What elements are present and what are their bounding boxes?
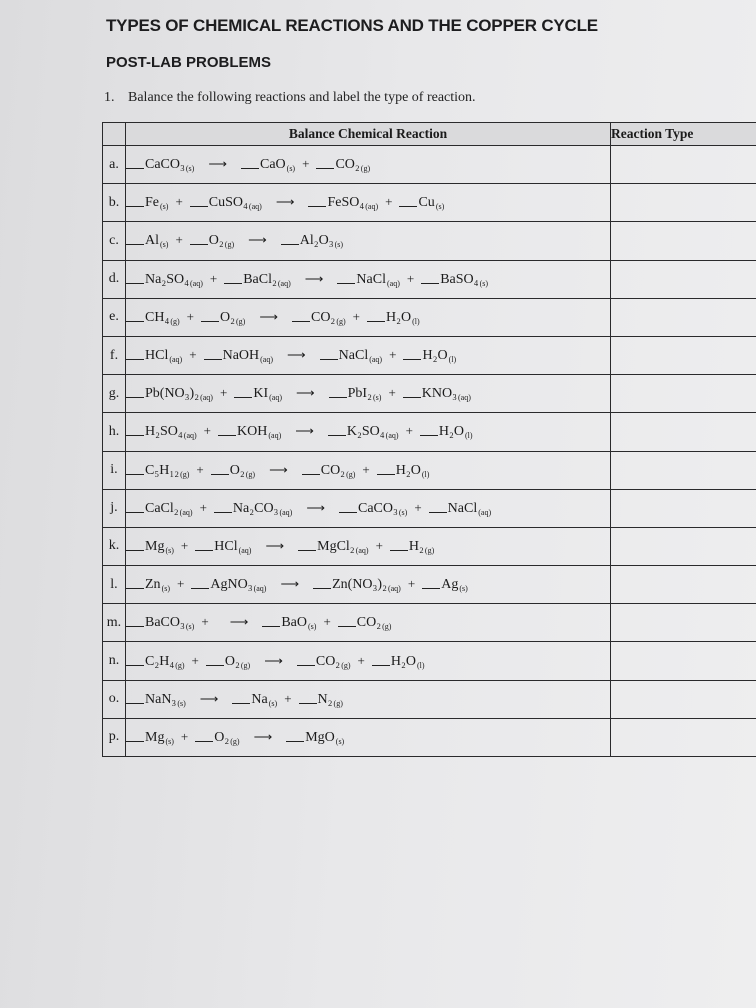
reaction-type-cell[interactable]	[611, 336, 756, 374]
equation-text: $C_2H_4_{(g)} + O_2_{(g)}$ ⟶ $CO_2_{(g)} + H_2O_{(l)}$	[126, 654, 425, 669]
reaction-type-cell[interactable]	[611, 298, 756, 336]
reaction-equation	[126, 260, 611, 298]
reaction-equation	[126, 451, 611, 489]
equation-text: $BaCO_3_{(s)}$ + ⟶ $BaO_{(s)} + CO_2_{(g)}$	[126, 615, 391, 630]
reaction-type-cell[interactable]	[611, 566, 756, 604]
row-letter: c.	[103, 222, 126, 260]
reaction-type-cell[interactable]	[611, 146, 756, 184]
reaction-equation	[126, 146, 611, 184]
row-letter: h.	[103, 413, 126, 451]
table-row	[103, 146, 756, 184]
reaction-equation	[126, 566, 611, 604]
equation-text: $CaCl_2_{(aq)} + Na_2CO_3_{(aq)}$ ⟶ $CaCO_3_{(s)}$ + NaCl$_{(aq)}$	[126, 501, 491, 516]
row-letter: e.	[103, 298, 126, 336]
row-letter: n.	[103, 642, 126, 680]
question-text: Balance the following reactions and label the type of reaction.	[128, 90, 476, 105]
reaction-header: Balance Chemical Reaction	[126, 123, 611, 146]
equation-text: $Fe_{(s)}$ + $CuSO_4_{(aq)}$ ⟶ $FeSO_4_{(aq)} + Cu_{(s)}$	[126, 195, 444, 210]
equation-text: $Mg_{(s)} + HCl_{(aq)}$ ⟶ $MgCl_2_{(aq)} + H_2_{(g)}$	[126, 539, 434, 554]
reaction-type-cell[interactable]	[611, 642, 756, 680]
table-row	[103, 489, 756, 527]
reaction-equation	[126, 718, 611, 756]
reaction-equation	[126, 604, 611, 642]
reaction-equation	[126, 680, 611, 718]
equation-text: $CH_4_{(g)} + O_2_{(g)}$ ⟶ $CO_2_{(g)} + H_2O_{(l)}$	[126, 310, 420, 325]
equation-text: $Al_{(s)} + O_2_{(g)}$ ⟶ $Al_2O_3_{(s)}$	[126, 233, 343, 248]
reaction-equation	[126, 489, 611, 527]
table-row	[103, 680, 756, 718]
row-letter: m.	[103, 604, 126, 642]
equation-text: $NaN_3_{(s)}$ ⟶ $Na_{(s)} + N_2_{(g)}$	[126, 692, 343, 707]
table-row	[103, 336, 756, 374]
reaction-equation	[126, 298, 611, 336]
row-letter: l.	[103, 566, 126, 604]
equation-text: $H_2SO_4_{(aq)} + KOH_{(aq)}$ ⟶ $K_2SO_4_{(aq)} + H_2O_{(l)}$	[126, 424, 473, 439]
reaction-type-cell[interactable]	[611, 718, 756, 756]
table-row	[103, 222, 756, 260]
reaction-type-cell[interactable]	[611, 604, 756, 642]
row-letter: k.	[103, 527, 126, 565]
equation-text: HCl$_{(aq)}$ + NaOH$_{(aq)}$ ⟶ NaCl$_{(aq)}$ + $H_2O_{(l)}$	[126, 348, 456, 363]
equation-text: $Mg_{(s)} + O_2_{(g)}$ ⟶ MgO$_{(s)}$	[126, 730, 344, 745]
letter-header	[103, 123, 126, 146]
row-letter: o.	[103, 680, 126, 718]
reaction-type-cell[interactable]	[611, 260, 756, 298]
reaction-type-cell[interactable]	[611, 375, 756, 413]
row-letter: p.	[103, 718, 126, 756]
equation-text: $Zn_{(s)}$ + $AgNO_3_{(aq)}$ ⟶ $Zn(NO_3)_2_{(aq)} + Ag_{(s)}$	[126, 577, 468, 592]
row-letter: d.	[103, 260, 126, 298]
reaction-type-cell[interactable]	[611, 413, 756, 451]
equation-text: $C_5H_{12}_{(g)} + O_2_{(g)}$ ⟶ $CO_2_{(g)} + H_2O_{(l)}$	[126, 463, 429, 478]
question-prompt	[104, 90, 476, 106]
reaction-type-cell[interactable]	[611, 489, 756, 527]
reaction-type-cell[interactable]	[611, 680, 756, 718]
table-row	[103, 184, 756, 222]
row-letter: g.	[103, 375, 126, 413]
row-letter: f.	[103, 336, 126, 374]
row-letter: j.	[103, 489, 126, 527]
equation-text: $Na_2SO_4_{(aq)}$ + $BaCl_2_{(aq)}$ ⟶ NaCl$_{(aq)}$ + $BaSO_4_{(s)}$	[126, 272, 488, 287]
reaction-equation	[126, 336, 611, 374]
table-row	[103, 718, 756, 756]
row-letter: b.	[103, 184, 126, 222]
table-row	[103, 566, 756, 604]
equation-text: $CaCO_3_{(s)}$ ⟶ $CaO_{(s)} + CO_2_{(g)}$	[126, 157, 370, 172]
worksheet-subtitle: POST-LAB PROBLEMS	[106, 54, 272, 71]
reaction-equation	[126, 375, 611, 413]
reaction-type-cell[interactable]	[611, 527, 756, 565]
table-row	[103, 375, 756, 413]
reactions-body	[103, 146, 756, 757]
reaction-type-cell[interactable]	[611, 184, 756, 222]
reaction-equation	[126, 642, 611, 680]
worksheet-title: TYPES OF CHEMICAL REACTIONS AND THE COPPER CYCLE	[106, 16, 598, 35]
equation-text: $Pb(NO_3)_2_{(aq)} + KI_{(aq)}$ ⟶ $PbI_2_{(s)} + KNO_3_{(aq)}$	[126, 386, 471, 401]
reaction-type-cell[interactable]	[611, 222, 756, 260]
table-header-row	[103, 123, 756, 146]
row-letter: a.	[103, 146, 126, 184]
table-row	[103, 604, 756, 642]
reaction-type-header: Reaction Type	[611, 123, 756, 146]
reaction-equation	[126, 413, 611, 451]
table-row	[103, 413, 756, 451]
question-number: 1.	[104, 90, 115, 105]
reactions-table	[102, 122, 756, 757]
reaction-equation	[126, 184, 611, 222]
reaction-equation	[126, 222, 611, 260]
reaction-type-cell[interactable]	[611, 451, 756, 489]
table-row	[103, 260, 756, 298]
table-row	[103, 642, 756, 680]
row-letter: i.	[103, 451, 126, 489]
table-row	[103, 298, 756, 336]
reaction-equation	[126, 527, 611, 565]
table-row	[103, 527, 756, 565]
table-row	[103, 451, 756, 489]
